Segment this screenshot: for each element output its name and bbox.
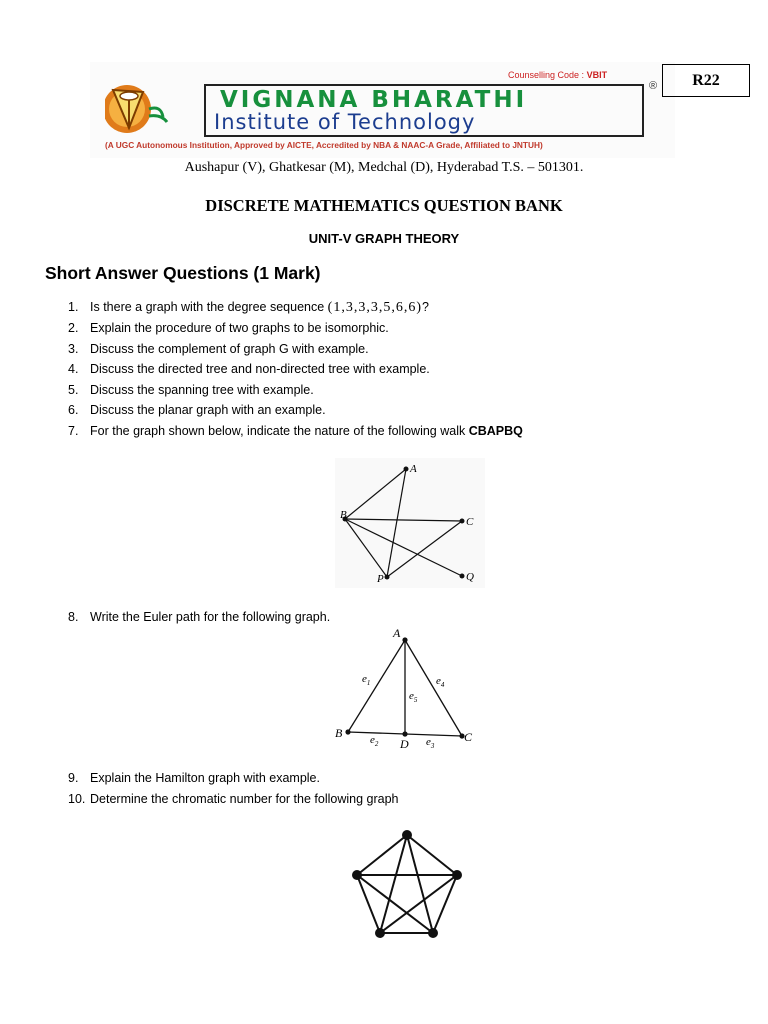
question-text: Write the Euler path for the following graph. <box>90 610 331 624</box>
question-text: Discuss the spanning tree with example. <box>90 383 314 397</box>
question-item <box>68 403 326 417</box>
question-item <box>68 362 430 376</box>
question-text: Explain the procedure of two graphs to be isomorphic. <box>90 321 389 335</box>
vertex-B <box>345 729 350 734</box>
vertex-A <box>404 467 409 472</box>
label-e1: $e_1$ <box>362 673 371 687</box>
edge-e3 <box>405 734 462 736</box>
edge-e1 <box>348 640 405 732</box>
institute-name-frame <box>204 84 644 137</box>
label-P: P <box>377 573 384 585</box>
institute-subtitle: Institute of Technology <box>214 110 476 134</box>
question-number: 7. <box>68 424 79 438</box>
registered-mark: ® <box>649 80 658 92</box>
vertex-P <box>385 575 390 580</box>
question-item <box>68 342 369 356</box>
question-item <box>68 424 523 438</box>
question-item <box>68 383 314 397</box>
unit-title: UNIT-V GRAPH THEORY <box>308 231 460 246</box>
edge-e4 <box>405 640 462 736</box>
institute-address: Aushapur (V), Ghatkesar (M), Medchal (D), Hyderabad T.S. – 501301. <box>184 160 584 175</box>
vertex <box>428 928 438 938</box>
question-item <box>68 771 320 785</box>
edge <box>380 835 407 933</box>
question-item <box>68 610 330 624</box>
question-number: 6. <box>68 403 79 417</box>
accreditation-text: (A UGC Autonomous Institution, Approved by AICTE, Accredited by NBA & NAAC-A Grade, Affiliated to JNTUH) <box>105 140 543 150</box>
question-item <box>68 300 429 316</box>
label-Q: Q <box>466 571 474 583</box>
question-text: Discuss the complement of graph G with example. <box>90 342 369 356</box>
vertex <box>402 830 412 840</box>
label-A: A <box>393 626 401 640</box>
label-B: B <box>340 509 347 521</box>
vertex <box>352 870 362 880</box>
complete-graph-figure <box>345 825 470 945</box>
regulation-box: R22 <box>662 64 750 97</box>
degree-sequence: (1,3,3,3,5,6,6) <box>327 300 422 315</box>
question-number: 5. <box>68 383 79 397</box>
question-number: 4. <box>68 362 79 376</box>
label-A: A <box>410 463 417 475</box>
label-C: C <box>464 730 473 744</box>
question-tail: ? <box>422 300 429 314</box>
edge-e2 <box>348 732 405 734</box>
question-text: Is there a graph with the degree sequence <box>90 300 328 314</box>
question-number: 3. <box>68 342 79 356</box>
counselling-label: Counselling Code : <box>508 70 587 80</box>
question-number: 9. <box>68 771 79 785</box>
question-number: 2. <box>68 321 79 335</box>
institute-name: VIGNANA BHARATHI <box>220 87 528 113</box>
document-title: DISCRETE MATHEMATICS QUESTION BANK <box>205 196 563 215</box>
question-text: Discuss the planar graph with an example. <box>90 403 326 417</box>
counselling-value: VBIT <box>586 70 608 80</box>
question-item <box>68 321 389 335</box>
counselling-code <box>508 70 607 80</box>
question-text: Discuss the directed tree and non-directed tree with example. <box>90 362 430 376</box>
vertex-D <box>402 731 407 736</box>
label-B: B <box>335 726 343 740</box>
label-e2: $e_2$ <box>370 734 379 748</box>
euler-graph-figure <box>330 624 485 754</box>
question-item <box>68 792 398 806</box>
question-number: 10. <box>68 792 86 806</box>
vertex <box>452 870 462 880</box>
question-text: Explain the Hamilton graph with example. <box>90 771 320 785</box>
label-e3: $e_3$ <box>426 736 435 750</box>
label-e5: $e_5$ <box>409 690 418 704</box>
institute-logo <box>105 82 185 136</box>
question-number: 8. <box>68 610 79 624</box>
question-text: Determine the chromatic number for the following graph <box>90 792 399 806</box>
walk-sequence: CBAPBQ <box>468 424 523 438</box>
label-e4: $e_4$ <box>436 675 445 689</box>
walk-graph-figure <box>335 458 485 588</box>
vertex-A <box>402 637 407 642</box>
edge <box>407 835 457 875</box>
vertex-C <box>460 519 465 524</box>
edge <box>407 835 433 933</box>
label-D: D <box>400 737 409 751</box>
edge <box>357 835 407 875</box>
label-C: C <box>466 516 474 528</box>
question-text: For the graph shown below, indicate the nature of the following walk <box>90 424 469 438</box>
vertex-Q <box>460 574 465 579</box>
question-number: 1. <box>68 300 79 314</box>
section-title: Short Answer Questions (1 Mark) <box>45 263 321 283</box>
vertex <box>375 928 385 938</box>
